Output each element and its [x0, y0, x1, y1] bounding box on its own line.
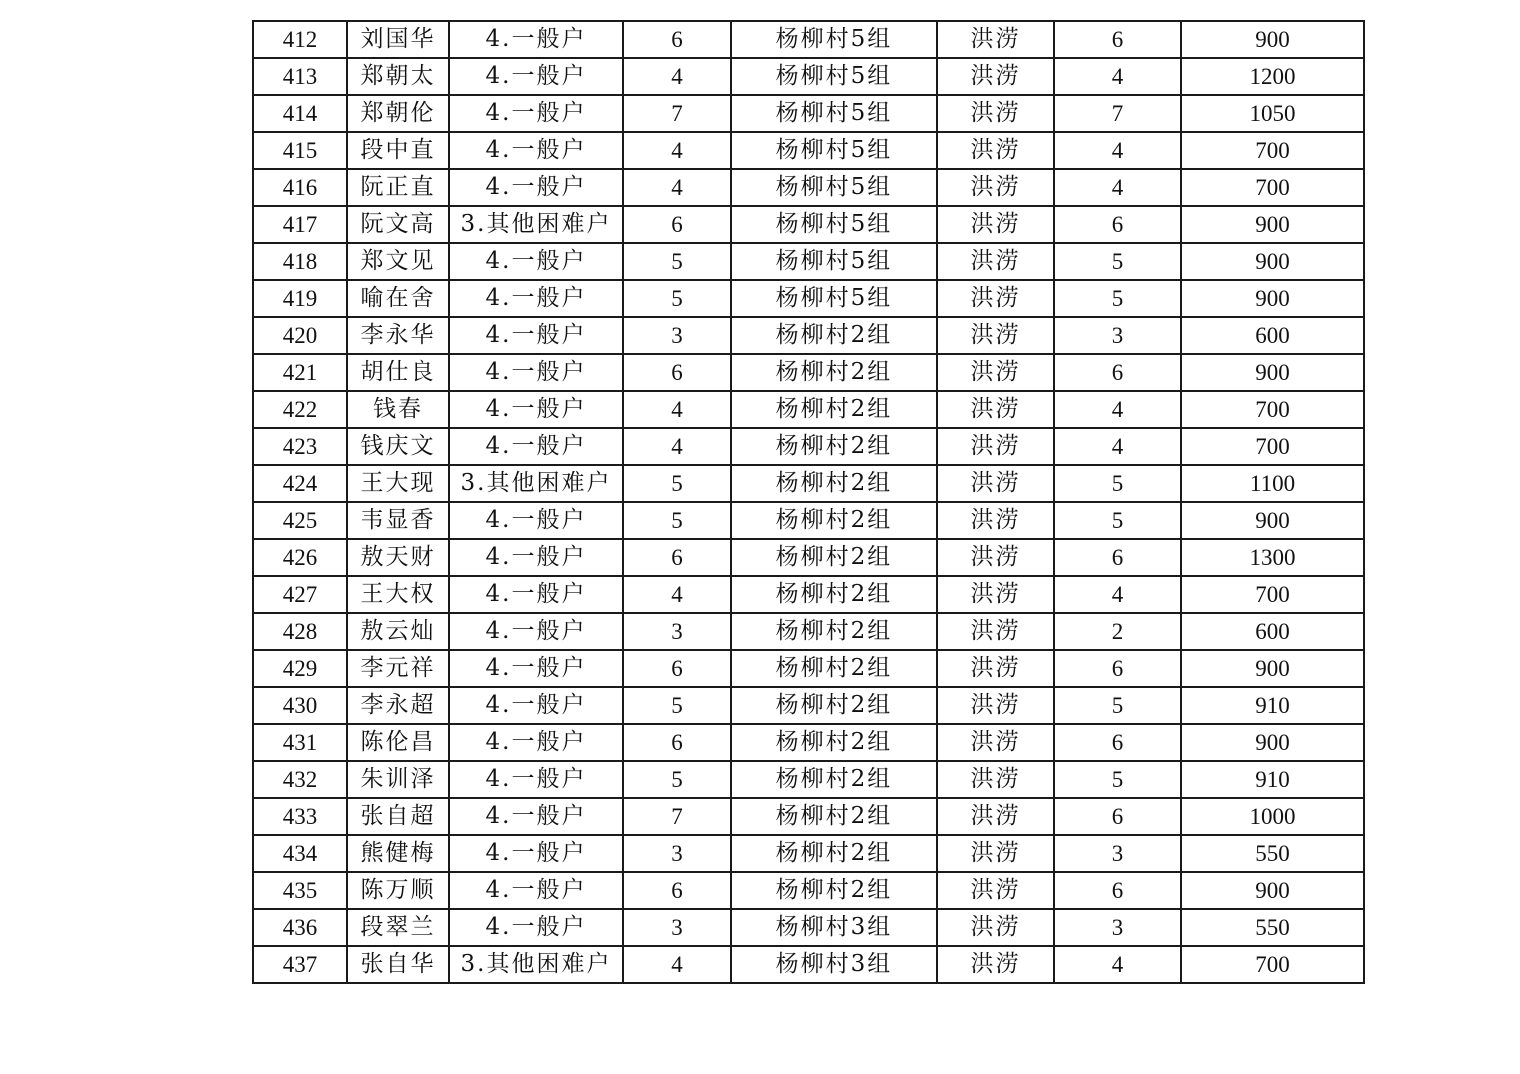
cell-village-group: 杨柳村5组 — [731, 169, 937, 206]
cell-affected-count: 6 — [1054, 21, 1181, 58]
cell-household-type: 4.一般户 — [449, 613, 623, 650]
cell-relief-amount: 1300 — [1181, 539, 1364, 576]
table-row — [253, 21, 1364, 58]
cell-village-group: 杨柳村2组 — [731, 761, 937, 798]
cell-householder-name: 王大现 — [347, 465, 449, 502]
cell-affected-count: 5 — [1054, 243, 1181, 280]
cell-householder-name: 张自华 — [347, 946, 449, 983]
table-row — [253, 502, 1364, 539]
cell-household-type: 4.一般户 — [449, 391, 623, 428]
cell-serial-no: 434 — [253, 835, 347, 872]
cell-affected-count: 6 — [1054, 354, 1181, 391]
cell-relief-amount: 910 — [1181, 687, 1364, 724]
cell-village-group: 杨柳村2组 — [731, 465, 937, 502]
cell-affected-count: 7 — [1054, 95, 1181, 132]
cell-serial-no: 415 — [253, 132, 347, 169]
cell-serial-no: 419 — [253, 280, 347, 317]
cell-relief-amount: 700 — [1181, 946, 1364, 983]
cell-serial-no: 425 — [253, 502, 347, 539]
cell-relief-amount: 1100 — [1181, 465, 1364, 502]
cell-serial-no: 416 — [253, 169, 347, 206]
cell-affected-count: 6 — [1054, 650, 1181, 687]
cell-household-size: 4 — [623, 132, 731, 169]
cell-householder-name: 郑朝伦 — [347, 95, 449, 132]
cell-household-type: 4.一般户 — [449, 317, 623, 354]
table-row — [253, 650, 1364, 687]
cell-affected-count: 5 — [1054, 502, 1181, 539]
cell-relief-amount: 700 — [1181, 391, 1364, 428]
cell-relief-amount: 900 — [1181, 872, 1364, 909]
cell-disaster-type: 洪涝 — [937, 243, 1054, 280]
cell-relief-amount: 910 — [1181, 761, 1364, 798]
cell-village-group: 杨柳村2组 — [731, 613, 937, 650]
cell-village-group: 杨柳村2组 — [731, 576, 937, 613]
cell-affected-count: 4 — [1054, 576, 1181, 613]
cell-household-size: 5 — [623, 280, 731, 317]
cell-household-type: 4.一般户 — [449, 58, 623, 95]
table-row — [253, 317, 1364, 354]
cell-household-size: 4 — [623, 428, 731, 465]
cell-householder-name: 段翠兰 — [347, 909, 449, 946]
cell-household-type: 4.一般户 — [449, 502, 623, 539]
cell-householder-name: 李永华 — [347, 317, 449, 354]
cell-serial-no: 422 — [253, 391, 347, 428]
cell-household-type: 4.一般户 — [449, 909, 623, 946]
cell-householder-name: 郑文见 — [347, 243, 449, 280]
cell-household-type: 4.一般户 — [449, 132, 623, 169]
cell-relief-amount: 900 — [1181, 243, 1364, 280]
cell-affected-count: 3 — [1054, 909, 1181, 946]
cell-serial-no: 426 — [253, 539, 347, 576]
table-row — [253, 687, 1364, 724]
cell-householder-name: 喻在舍 — [347, 280, 449, 317]
cell-relief-amount: 550 — [1181, 909, 1364, 946]
cell-household-size: 3 — [623, 613, 731, 650]
cell-disaster-type: 洪涝 — [937, 724, 1054, 761]
cell-disaster-type: 洪涝 — [937, 613, 1054, 650]
cell-household-type: 4.一般户 — [449, 21, 623, 58]
cell-householder-name: 陈伦昌 — [347, 724, 449, 761]
table-row — [253, 724, 1364, 761]
cell-affected-count: 4 — [1054, 946, 1181, 983]
cell-householder-name: 朱训泽 — [347, 761, 449, 798]
table-row — [253, 946, 1364, 983]
cell-household-size: 5 — [623, 243, 731, 280]
cell-affected-count: 4 — [1054, 391, 1181, 428]
cell-household-size: 7 — [623, 798, 731, 835]
cell-serial-no: 412 — [253, 21, 347, 58]
cell-affected-count: 6 — [1054, 872, 1181, 909]
cell-householder-name: 韦显香 — [347, 502, 449, 539]
cell-household-size: 5 — [623, 502, 731, 539]
table-row — [253, 428, 1364, 465]
cell-affected-count: 4 — [1054, 428, 1181, 465]
cell-serial-no: 421 — [253, 354, 347, 391]
cell-village-group: 杨柳村3组 — [731, 946, 937, 983]
cell-serial-no: 435 — [253, 872, 347, 909]
cell-disaster-type: 洪涝 — [937, 21, 1054, 58]
cell-relief-amount: 600 — [1181, 613, 1364, 650]
cell-affected-count: 6 — [1054, 724, 1181, 761]
table-row — [253, 95, 1364, 132]
cell-household-size: 3 — [623, 835, 731, 872]
cell-village-group: 杨柳村2组 — [731, 872, 937, 909]
table-row — [253, 909, 1364, 946]
cell-disaster-type: 洪涝 — [937, 95, 1054, 132]
cell-serial-no: 424 — [253, 465, 347, 502]
cell-affected-count: 5 — [1054, 465, 1181, 502]
cell-serial-no: 432 — [253, 761, 347, 798]
cell-household-type: 4.一般户 — [449, 280, 623, 317]
cell-village-group: 杨柳村5组 — [731, 243, 937, 280]
cell-household-type: 4.一般户 — [449, 798, 623, 835]
cell-serial-no: 431 — [253, 724, 347, 761]
cell-disaster-type: 洪涝 — [937, 132, 1054, 169]
cell-relief-amount: 1050 — [1181, 95, 1364, 132]
cell-household-size: 4 — [623, 58, 731, 95]
cell-disaster-type: 洪涝 — [937, 909, 1054, 946]
cell-household-size: 6 — [623, 206, 731, 243]
cell-village-group: 杨柳村5组 — [731, 21, 937, 58]
cell-village-group: 杨柳村2组 — [731, 391, 937, 428]
cell-serial-no: 430 — [253, 687, 347, 724]
cell-disaster-type: 洪涝 — [937, 169, 1054, 206]
cell-relief-amount: 700 — [1181, 169, 1364, 206]
cell-household-type: 4.一般户 — [449, 761, 623, 798]
cell-relief-amount: 700 — [1181, 428, 1364, 465]
cell-household-type: 4.一般户 — [449, 243, 623, 280]
cell-serial-no: 433 — [253, 798, 347, 835]
cell-household-type: 4.一般户 — [449, 354, 623, 391]
table-row — [253, 206, 1364, 243]
cell-disaster-type: 洪涝 — [937, 206, 1054, 243]
cell-householder-name: 郑朝太 — [347, 58, 449, 95]
cell-village-group: 杨柳村2组 — [731, 539, 937, 576]
cell-affected-count: 6 — [1054, 539, 1181, 576]
cell-disaster-type: 洪涝 — [937, 539, 1054, 576]
cell-relief-amount: 600 — [1181, 317, 1364, 354]
cell-disaster-type: 洪涝 — [937, 280, 1054, 317]
cell-household-size: 5 — [623, 687, 731, 724]
cell-disaster-type: 洪涝 — [937, 650, 1054, 687]
cell-householder-name: 敖云灿 — [347, 613, 449, 650]
cell-household-type: 4.一般户 — [449, 169, 623, 206]
cell-household-type: 4.一般户 — [449, 576, 623, 613]
cell-relief-amount: 550 — [1181, 835, 1364, 872]
cell-household-type: 4.一般户 — [449, 835, 623, 872]
cell-disaster-type: 洪涝 — [937, 391, 1054, 428]
cell-disaster-type: 洪涝 — [937, 354, 1054, 391]
cell-relief-amount: 900 — [1181, 21, 1364, 58]
relief-table — [252, 20, 1365, 984]
table-row — [253, 761, 1364, 798]
cell-serial-no: 417 — [253, 206, 347, 243]
cell-householder-name: 刘国华 — [347, 21, 449, 58]
cell-household-type: 4.一般户 — [449, 428, 623, 465]
cell-affected-count: 4 — [1054, 132, 1181, 169]
table-row — [253, 835, 1364, 872]
table-row — [253, 243, 1364, 280]
cell-serial-no: 414 — [253, 95, 347, 132]
cell-serial-no: 437 — [253, 946, 347, 983]
table-row — [253, 539, 1364, 576]
cell-relief-amount: 900 — [1181, 354, 1364, 391]
cell-disaster-type: 洪涝 — [937, 687, 1054, 724]
cell-household-type: 3.其他困难户 — [449, 465, 623, 502]
cell-affected-count: 6 — [1054, 798, 1181, 835]
cell-household-type: 4.一般户 — [449, 650, 623, 687]
cell-village-group: 杨柳村5组 — [731, 206, 937, 243]
cell-village-group: 杨柳村5组 — [731, 132, 937, 169]
cell-disaster-type: 洪涝 — [937, 317, 1054, 354]
cell-household-type: 4.一般户 — [449, 687, 623, 724]
cell-household-size: 6 — [623, 354, 731, 391]
cell-householder-name: 钱春 — [347, 391, 449, 428]
cell-affected-count: 5 — [1054, 761, 1181, 798]
cell-serial-no: 418 — [253, 243, 347, 280]
cell-household-size: 6 — [623, 539, 731, 576]
table-row — [253, 280, 1364, 317]
cell-disaster-type: 洪涝 — [937, 576, 1054, 613]
cell-village-group: 杨柳村2组 — [731, 687, 937, 724]
cell-household-size: 6 — [623, 724, 731, 761]
table-row — [253, 58, 1364, 95]
cell-household-size: 6 — [623, 872, 731, 909]
cell-serial-no: 427 — [253, 576, 347, 613]
cell-householder-name: 熊健梅 — [347, 835, 449, 872]
cell-household-type: 4.一般户 — [449, 539, 623, 576]
cell-household-size: 3 — [623, 909, 731, 946]
cell-village-group: 杨柳村2组 — [731, 502, 937, 539]
cell-village-group: 杨柳村2组 — [731, 835, 937, 872]
table-row — [253, 169, 1364, 206]
cell-village-group: 杨柳村3组 — [731, 909, 937, 946]
cell-disaster-type: 洪涝 — [937, 872, 1054, 909]
table-row — [253, 354, 1364, 391]
cell-householder-name: 阮正直 — [347, 169, 449, 206]
cell-village-group: 杨柳村2组 — [731, 724, 937, 761]
cell-affected-count: 3 — [1054, 835, 1181, 872]
cell-disaster-type: 洪涝 — [937, 835, 1054, 872]
cell-relief-amount: 700 — [1181, 576, 1364, 613]
table-row — [253, 613, 1364, 650]
cell-householder-name: 李永超 — [347, 687, 449, 724]
cell-householder-name: 钱庆文 — [347, 428, 449, 465]
cell-householder-name: 段中直 — [347, 132, 449, 169]
cell-disaster-type: 洪涝 — [937, 502, 1054, 539]
cell-affected-count: 4 — [1054, 58, 1181, 95]
cell-household-size: 4 — [623, 169, 731, 206]
cell-householder-name: 李元祥 — [347, 650, 449, 687]
cell-household-size: 7 — [623, 95, 731, 132]
cell-household-type: 4.一般户 — [449, 95, 623, 132]
cell-village-group: 杨柳村2组 — [731, 317, 937, 354]
cell-household-type: 3.其他困难户 — [449, 206, 623, 243]
cell-relief-amount: 900 — [1181, 650, 1364, 687]
cell-household-size: 4 — [623, 391, 731, 428]
cell-disaster-type: 洪涝 — [937, 798, 1054, 835]
cell-serial-no: 420 — [253, 317, 347, 354]
cell-village-group: 杨柳村5组 — [731, 58, 937, 95]
cell-affected-count: 6 — [1054, 206, 1181, 243]
cell-affected-count: 2 — [1054, 613, 1181, 650]
cell-serial-no: 429 — [253, 650, 347, 687]
cell-relief-amount: 900 — [1181, 280, 1364, 317]
cell-affected-count: 4 — [1054, 169, 1181, 206]
cell-serial-no: 428 — [253, 613, 347, 650]
table-row — [253, 798, 1364, 835]
cell-relief-amount: 900 — [1181, 206, 1364, 243]
cell-household-size: 6 — [623, 21, 731, 58]
cell-household-size: 3 — [623, 317, 731, 354]
cell-affected-count: 5 — [1054, 280, 1181, 317]
cell-affected-count: 5 — [1054, 687, 1181, 724]
cell-disaster-type: 洪涝 — [937, 465, 1054, 502]
cell-household-size: 4 — [623, 946, 731, 983]
cell-household-type: 4.一般户 — [449, 872, 623, 909]
cell-disaster-type: 洪涝 — [937, 761, 1054, 798]
cell-disaster-type: 洪涝 — [937, 58, 1054, 95]
cell-household-type: 4.一般户 — [449, 724, 623, 761]
cell-village-group: 杨柳村5组 — [731, 280, 937, 317]
cell-household-type: 3.其他困难户 — [449, 946, 623, 983]
cell-householder-name: 胡仕良 — [347, 354, 449, 391]
cell-householder-name: 陈万顺 — [347, 872, 449, 909]
cell-village-group: 杨柳村2组 — [731, 428, 937, 465]
cell-householder-name: 张自超 — [347, 798, 449, 835]
table-row — [253, 872, 1364, 909]
cell-relief-amount: 700 — [1181, 132, 1364, 169]
cell-village-group: 杨柳村2组 — [731, 798, 937, 835]
cell-village-group: 杨柳村2组 — [731, 354, 937, 391]
cell-disaster-type: 洪涝 — [937, 428, 1054, 465]
cell-relief-amount: 900 — [1181, 502, 1364, 539]
cell-relief-amount: 1000 — [1181, 798, 1364, 835]
cell-serial-no: 436 — [253, 909, 347, 946]
cell-affected-count: 3 — [1054, 317, 1181, 354]
table-row — [253, 465, 1364, 502]
cell-serial-no: 413 — [253, 58, 347, 95]
cell-relief-amount: 1200 — [1181, 58, 1364, 95]
cell-household-size: 4 — [623, 576, 731, 613]
cell-village-group: 杨柳村2组 — [731, 650, 937, 687]
cell-village-group: 杨柳村5组 — [731, 95, 937, 132]
table-row — [253, 576, 1364, 613]
cell-household-size: 5 — [623, 465, 731, 502]
table-row — [253, 391, 1364, 428]
table-body — [253, 21, 1364, 983]
cell-serial-no: 423 — [253, 428, 347, 465]
cell-householder-name: 阮文高 — [347, 206, 449, 243]
cell-household-size: 6 — [623, 650, 731, 687]
cell-relief-amount: 900 — [1181, 724, 1364, 761]
cell-household-size: 5 — [623, 761, 731, 798]
cell-householder-name: 王大权 — [347, 576, 449, 613]
cell-disaster-type: 洪涝 — [937, 946, 1054, 983]
table-row — [253, 132, 1364, 169]
cell-householder-name: 敖天财 — [347, 539, 449, 576]
